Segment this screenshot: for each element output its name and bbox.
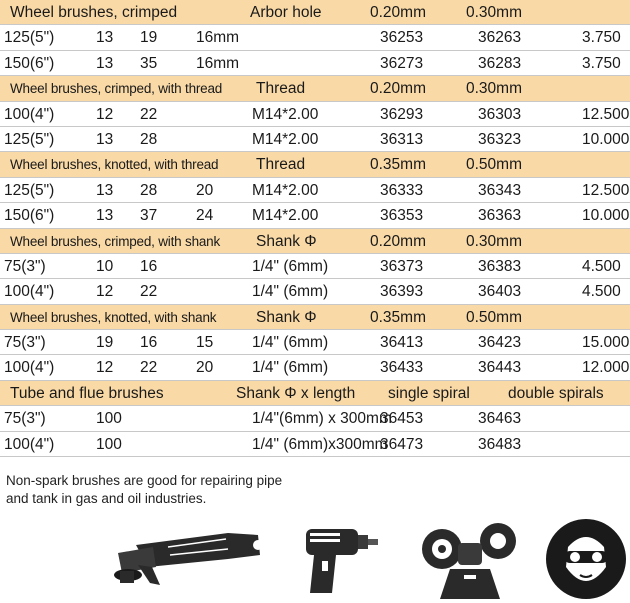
table-row	[0, 355, 630, 380]
table-cell-2: 16	[140, 257, 158, 275]
table-cell-6: 36283	[478, 54, 522, 72]
table-cell-0: 75(3")	[4, 257, 46, 275]
table-cell-3: 16mm	[196, 29, 240, 47]
table-cell-4: M14*2.00	[252, 105, 319, 123]
table-cell-6: 36303	[478, 105, 522, 123]
header-cell-3: Shank Φ	[256, 308, 317, 326]
section-header-row	[0, 76, 630, 101]
table-cell-7: 10.000	[582, 207, 630, 225]
table-cell-2: 19	[140, 29, 158, 47]
table-cell-1: 10	[96, 257, 114, 275]
table-cell-2: 28	[140, 181, 158, 199]
table-cell-7: 4.500	[582, 257, 621, 275]
table-cell-1: 13	[96, 54, 114, 72]
header-cell-6: 0.50mm	[466, 308, 522, 326]
table-cell-2: 28	[140, 130, 158, 148]
table-cell-4: M14*2.00	[252, 181, 319, 199]
table-cell-5: 36413	[380, 334, 424, 352]
header-cell-3: Arbor hole	[250, 4, 322, 21]
table-row	[0, 279, 630, 304]
note-line-1: Non-spark brushes are good for repairing pipe	[6, 473, 283, 488]
header-cell-6: 0.30mm	[466, 4, 522, 21]
table-cell-1: 100	[96, 435, 122, 453]
bench-grinder-icon	[420, 517, 520, 601]
table-cell-0: 75(3")	[4, 410, 46, 428]
table-row	[0, 127, 630, 152]
table-cell-6: 36483	[478, 435, 522, 453]
header-cell-5: 0.20mm	[370, 4, 426, 21]
header-cell-5: 0.20mm	[370, 232, 426, 250]
table-cell-0: 150(6")	[4, 207, 55, 225]
table-cell-5: 36273	[380, 54, 424, 72]
table-cell-5: 36393	[380, 283, 424, 301]
section-header-row	[0, 229, 630, 254]
table-row	[0, 432, 630, 457]
table-cell-1: 12	[96, 359, 114, 377]
table-cell-6: 36423	[478, 334, 522, 352]
header-cell-6: 0.30mm	[466, 232, 522, 250]
table-row	[0, 102, 630, 127]
table-cell-5: 36353	[380, 207, 424, 225]
header-cell-6: 0.30mm	[466, 80, 522, 98]
table-cell-0: 150(6")	[4, 54, 55, 72]
table-cell-5: 36313	[380, 130, 424, 148]
table-cell-7: 12.500	[582, 105, 630, 123]
header-cell-3: Thread	[256, 80, 306, 98]
table-cell-6: 36343	[478, 181, 522, 199]
table-row	[0, 178, 630, 203]
table-cell-4: 1/4" (6mm)	[252, 257, 329, 275]
safety-goggles-icon	[544, 517, 628, 601]
table-cell-4: 1/4" (6mm)	[252, 334, 329, 352]
table-cell-7: 12.500	[582, 181, 630, 199]
header-cell-0: Tube and flue brushes	[10, 384, 164, 402]
table-row	[0, 51, 630, 76]
table-cell-6: 36363	[478, 207, 522, 225]
table-row	[0, 25, 630, 50]
table-cell-0: 100(4")	[4, 283, 55, 301]
table-row	[0, 203, 630, 228]
table-cell-4: 1/4"(6mm) x 300mm	[252, 410, 392, 428]
table-row	[0, 406, 630, 431]
table-cell-5: 36253	[380, 29, 424, 47]
header-cell-3: Thread	[256, 156, 306, 174]
table-cell-5: 36293	[380, 105, 424, 123]
header-cell-3: Shank Φ	[256, 232, 317, 250]
table-cell-2: 35	[140, 54, 158, 72]
table-cell-6: 36463	[478, 410, 522, 428]
header-cell-5: 0.35mm	[370, 308, 426, 326]
table-cell-5: 36433	[380, 359, 424, 377]
table-cell-1: 12	[96, 105, 114, 123]
table-cell-7: 15.000	[582, 334, 630, 352]
header-cell-5: 0.20mm	[370, 80, 426, 98]
table-cell-2: 22	[140, 283, 158, 301]
table-cell-5: 36473	[380, 435, 424, 453]
table-cell-5: 36373	[380, 257, 424, 275]
table-cell-1: 19	[96, 334, 114, 352]
table-cell-0: 125(5")	[4, 29, 55, 47]
header-cell-3: Shank Φ x length	[236, 384, 356, 402]
table-cell-1: 13	[96, 207, 114, 225]
table-cell-7: 3.750	[582, 54, 621, 72]
header-cell-0: Wheel brushes, crimped, with thread	[10, 81, 223, 97]
table-cell-3: 20	[196, 181, 214, 199]
table-cell-3: 20	[196, 359, 214, 377]
table-cell-7: 12.000	[582, 359, 630, 377]
table-cell-6: 36403	[478, 283, 522, 301]
table-cell-4: 1/4" (6mm)	[252, 283, 329, 301]
table-cell-0: 100(4")	[4, 105, 55, 123]
section-header-row	[0, 305, 630, 330]
table-row	[0, 254, 630, 279]
table-cell-1: 13	[96, 181, 114, 199]
note-text	[6, 472, 282, 508]
table-row	[0, 330, 630, 355]
table-cell-4: 1/4" (6mm)x300mm	[252, 435, 388, 453]
angle-grinder-icon	[108, 525, 268, 595]
table-cell-2: 16	[140, 334, 158, 352]
table-cell-4: 1/4" (6mm)	[252, 359, 329, 377]
table-cell-2: 37	[140, 207, 158, 225]
table-cell-5: 36453	[380, 410, 424, 428]
table-cell-4: M14*2.00	[252, 130, 319, 148]
table-cell-3: 24	[196, 207, 214, 225]
header-cell-7: double spirals	[508, 384, 604, 402]
table-cell-7: 3.750	[582, 29, 621, 47]
table-cell-4: M14*2.00	[252, 207, 319, 225]
table-cell-3: 16mm	[196, 54, 240, 72]
header-cell-5: 0.35mm	[370, 156, 426, 174]
table-cell-6: 36323	[478, 130, 522, 148]
note-line-2: and tank in gas and oil industries.	[6, 491, 207, 506]
table-cell-6: 36443	[478, 359, 522, 377]
section-header-row	[0, 381, 630, 406]
table-cell-6: 36383	[478, 257, 522, 275]
header-cell-0: Wheel brushes, crimped, with shank	[10, 233, 221, 249]
table-cell-0: 100(4")	[4, 359, 55, 377]
table-cell-0: 125(5")	[4, 181, 55, 199]
table-cell-1: 100	[96, 410, 122, 428]
table-cell-1: 13	[96, 29, 114, 47]
table-cell-2: 22	[140, 359, 158, 377]
table-cell-6: 36263	[478, 29, 522, 47]
table-cell-7: 10.000	[582, 130, 630, 148]
section-header-row	[0, 0, 630, 25]
section-header-row	[0, 152, 630, 177]
table-cell-0: 100(4")	[4, 435, 55, 453]
header-cell-0: Wheel brushes, crimped	[10, 4, 178, 21]
header-cell-5: single spiral	[388, 384, 470, 402]
drill-icon	[296, 521, 380, 595]
header-cell-6: 0.50mm	[466, 156, 522, 174]
table-cell-7: 4.500	[582, 283, 621, 301]
table-cell-1: 12	[96, 283, 114, 301]
tool-icons	[0, 515, 630, 603]
table-cell-3: 15	[196, 334, 214, 352]
header-cell-0: Wheel brushes, knotted, with thread	[10, 157, 219, 173]
table-cell-0: 75(3")	[4, 334, 46, 352]
table-cell-2: 22	[140, 105, 158, 123]
table-cell-0: 125(5")	[4, 130, 55, 148]
header-cell-0: Wheel brushes, knotted, with shank	[10, 309, 217, 325]
table-cell-5: 36333	[380, 181, 424, 199]
table-cell-1: 13	[96, 130, 114, 148]
